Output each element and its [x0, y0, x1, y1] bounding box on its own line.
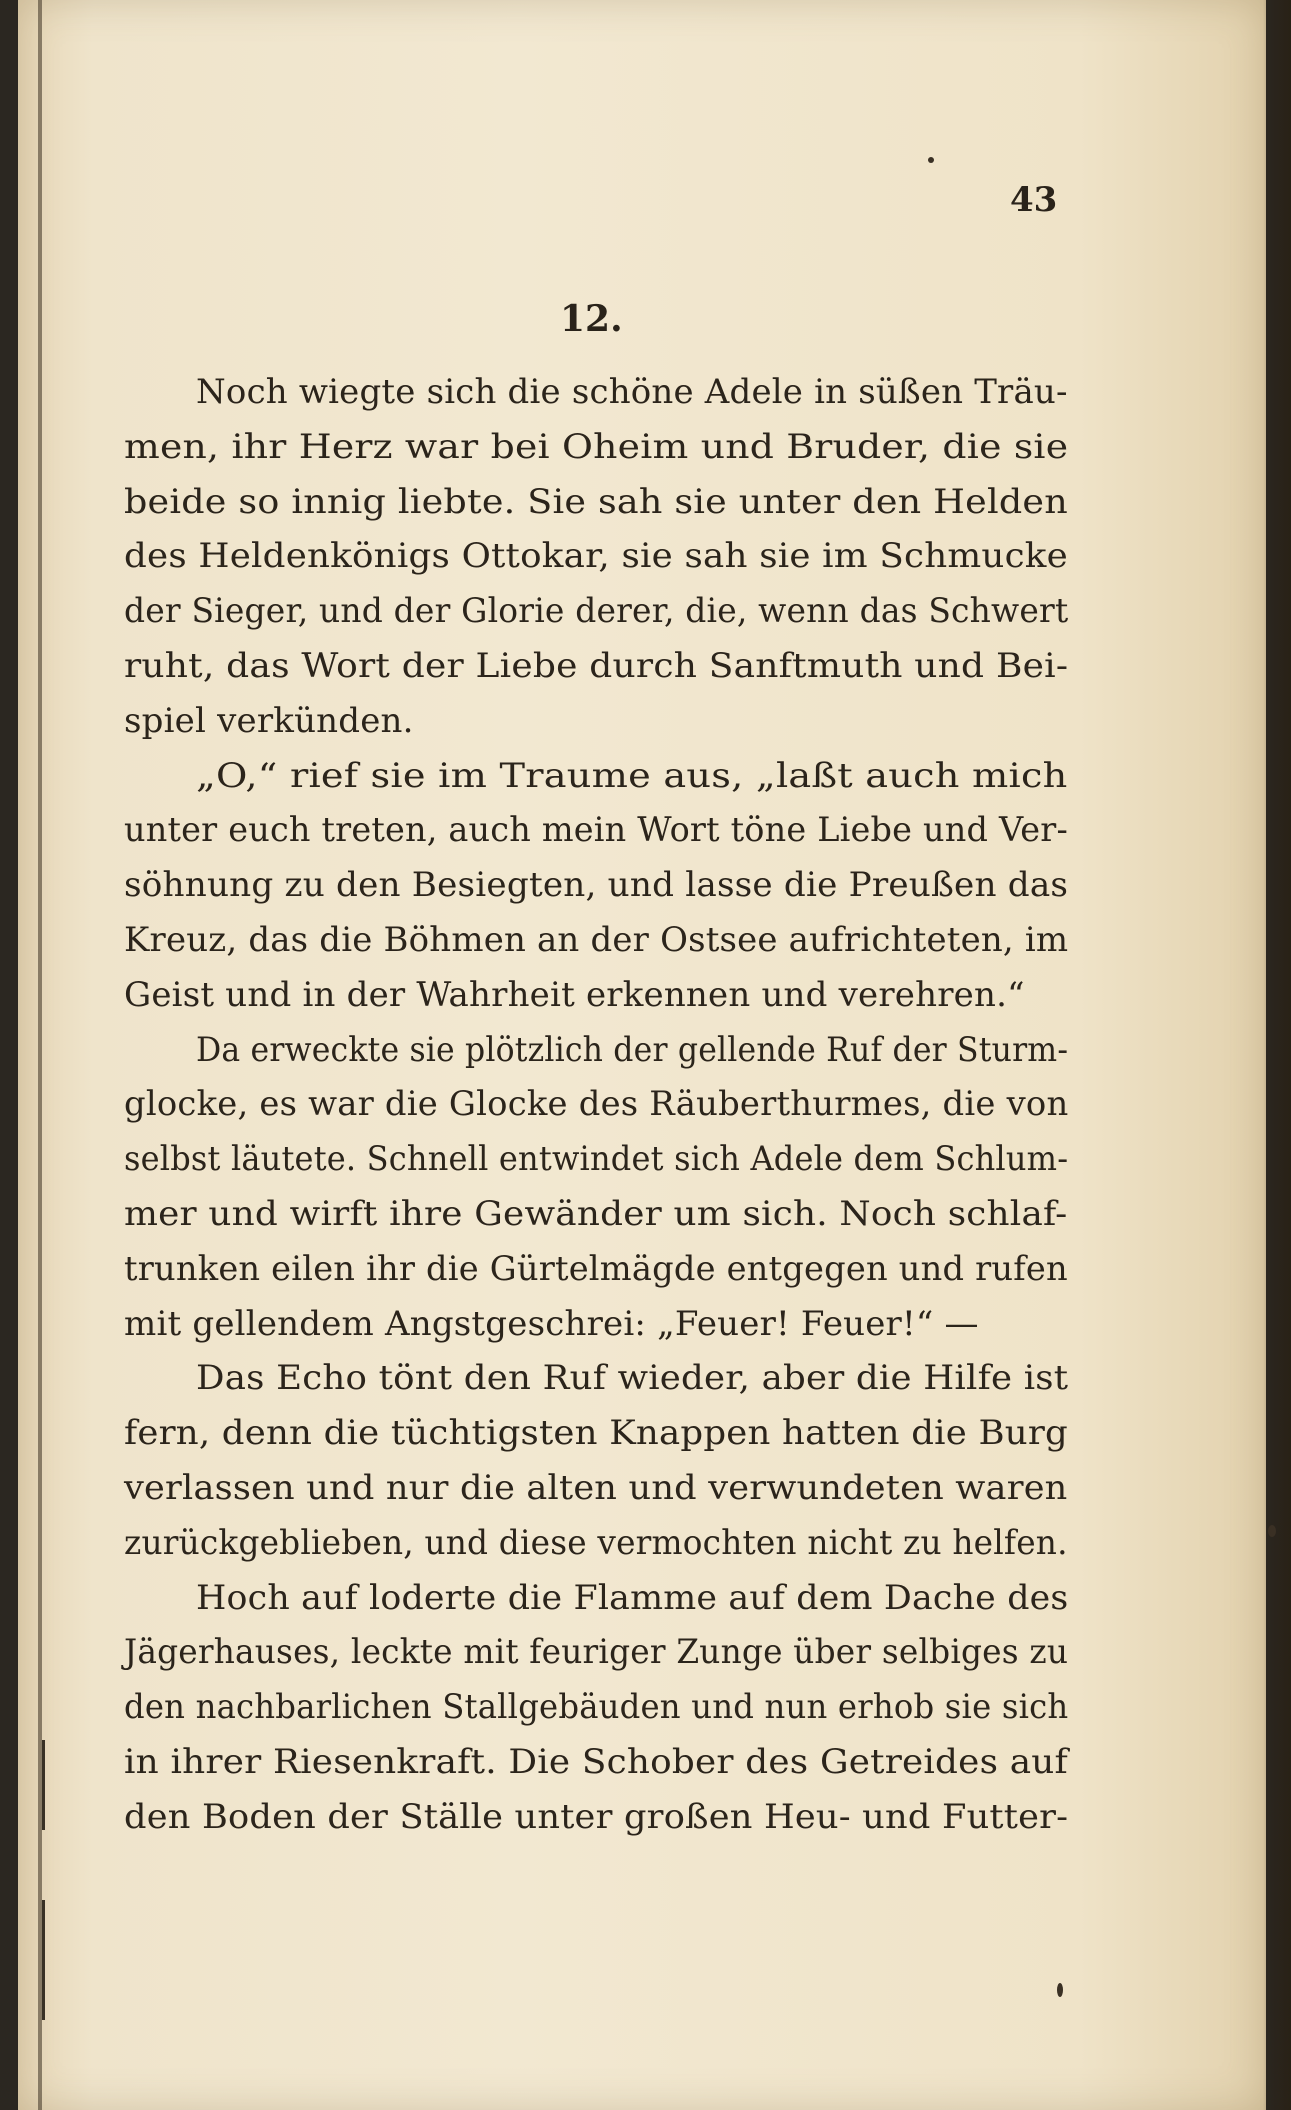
text-line: verlassen und nur die alten und verwundeten waren	[124, 1468, 1068, 1508]
margin-mark	[42, 1900, 45, 2020]
text-line: des Heldenkönigs Ottokar, sie sah sie im Schmucke	[124, 536, 1068, 577]
text-line: „O,“ rief sie im Traume aus, „laßt auch mich	[196, 755, 1068, 796]
text-line: in ihrer Riesenkraft. Die Schober des Getreides auf	[124, 1742, 1068, 1782]
paper-speck	[928, 157, 934, 163]
text-line: trunken eilen ihr die Gürtelmägde entgegen und rufen	[124, 1248, 1068, 1289]
text-line: beide so innig liebte. Sie sah sie unter den Helden	[124, 481, 1068, 522]
paper-speck	[1268, 1525, 1276, 1537]
text-line: ruht, das Wort der Liebe durch Sanftmuth und Bei-	[124, 646, 1069, 686]
text-line: söhnung zu den Besiegten, und lasse die Preußen das	[124, 865, 1069, 906]
page-number: 43	[1010, 180, 1058, 220]
text-line: fern, denn die tüchtigsten Knappen hatten die Burg	[124, 1413, 1068, 1454]
paper-speck	[1057, 1983, 1063, 1997]
text-line: mit gellendem Angstgeschrei: „Feuer! Feuer!“ —	[124, 1303, 979, 1344]
text-line: glocke, es war die Glocke des Räuberthurmes, die von	[124, 1084, 1069, 1125]
text-line: Da erweckte sie plötzlich der gellende Ruf der Sturm-	[196, 1029, 1069, 1070]
text-line: den nachbarlichen Stallgebäuden und nun erhob sie sich	[124, 1687, 1069, 1728]
text-line: zurückgeblieben, und diese vermochten nicht zu helfen.	[124, 1522, 1068, 1563]
text-line: Das Echo tönt den Ruf wieder, aber die Hilfe ist	[196, 1358, 1069, 1399]
text-line: Geist und in der Wahrheit erkennen und verehren.“	[124, 974, 1025, 1015]
text-line: men, ihr Herz war bei Oheim und Bruder, die sie	[124, 426, 1069, 467]
text-line: selbst läutete. Schnell entwindet sich Adele dem Schlum-	[124, 1139, 1069, 1180]
text-line: spiel verkünden.	[124, 700, 414, 741]
page-edge-shadow	[1263, 0, 1291, 2110]
text-line: mer und wirft ihre Gewänder um sich. Noch schlaf-	[124, 1194, 1068, 1234]
text-line: Kreuz, das die Böhmen an der Ostsee aufrichteten, im	[124, 920, 1069, 960]
margin-mark	[42, 1740, 45, 1830]
text-line: Noch wiegte sich die schöne Adele in süßen Träu-	[196, 372, 1068, 412]
text-line: Hoch auf loderte die Flamme auf dem Dache des	[196, 1577, 1069, 1618]
text-line: Jägerhauses, leckte mit feuriger Zunge über selbiges zu	[124, 1632, 1069, 1673]
chapter-number: 12.	[560, 298, 623, 340]
text-line: den Boden der Ställe unter großen Heu- und Futter-	[124, 1796, 1069, 1837]
text-line: unter euch treten, auch mein Wort töne Liebe und Ver-	[124, 810, 1068, 851]
text-line: der Sieger, und der Glorie derer, die, wenn das Schwert	[124, 591, 1069, 632]
